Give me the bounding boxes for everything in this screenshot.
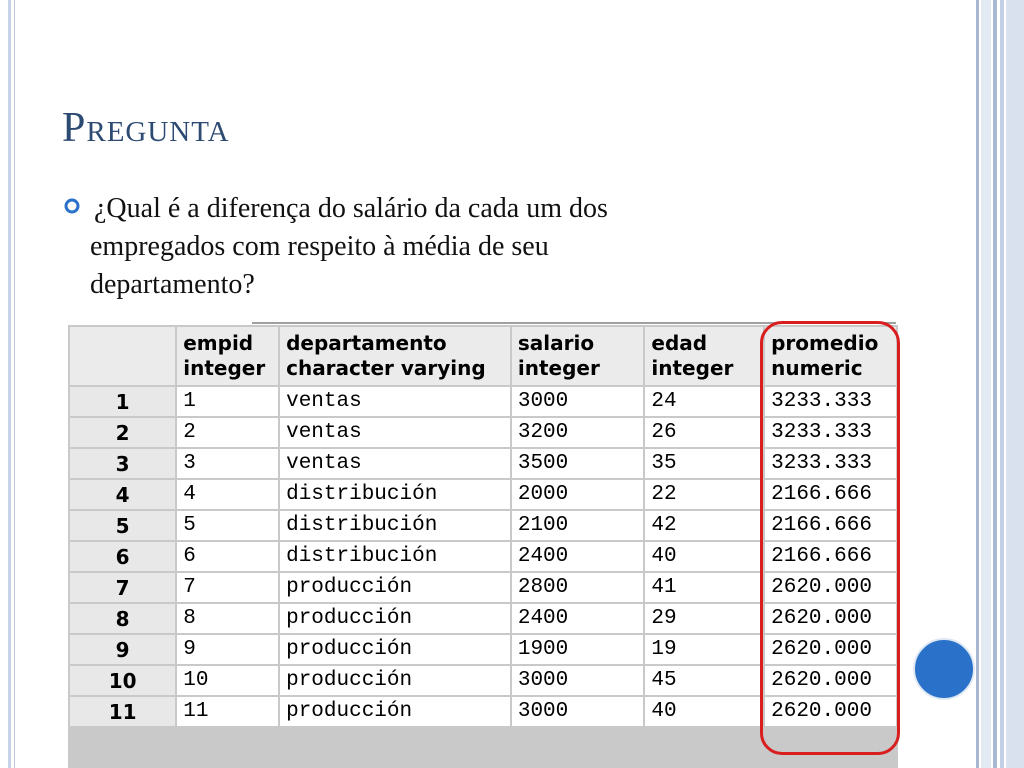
cell-empid[interactable]: 6 <box>176 541 279 572</box>
row-number[interactable]: 7 <box>69 572 176 603</box>
results-grid <box>68 325 898 768</box>
cell-edad[interactable]: 41 <box>644 572 764 603</box>
cell-salario[interactable]: 2400 <box>511 603 645 634</box>
row-number[interactable]: 4 <box>69 479 176 510</box>
table-row[interactable] <box>69 479 897 510</box>
cell-edad[interactable]: 45 <box>644 665 764 696</box>
cell-empid[interactable]: 3 <box>176 448 279 479</box>
cell-departamento[interactable]: producción <box>279 572 511 603</box>
results-table <box>68 325 898 728</box>
cell-salario[interactable]: 3500 <box>511 448 645 479</box>
cell-salario[interactable]: 2100 <box>511 510 645 541</box>
cell-empid[interactable]: 4 <box>176 479 279 510</box>
slide-title: Pregunta <box>62 105 230 151</box>
cell-empid[interactable]: 1 <box>176 386 279 417</box>
cell-promedio[interactable]: 2620.000 <box>764 665 897 696</box>
column-header-salario[interactable] <box>511 326 645 386</box>
column-name: departamento <box>286 331 447 355</box>
cell-promedio[interactable]: 3233.333 <box>764 417 897 448</box>
row-number[interactable]: 10 <box>69 665 176 696</box>
cell-departamento[interactable]: producción <box>279 603 511 634</box>
grid-top-border <box>252 322 896 324</box>
bullet-line: empregados com respeito à média de seu <box>90 231 549 262</box>
cell-empid[interactable]: 11 <box>176 696 279 727</box>
column-type: numeric <box>771 356 863 380</box>
cell-edad[interactable]: 35 <box>644 448 764 479</box>
cell-promedio[interactable]: 2620.000 <box>764 634 897 665</box>
bullet-text <box>90 190 852 304</box>
frame-bar <box>1006 0 1024 768</box>
frame-bar <box>993 0 997 768</box>
table-row[interactable] <box>69 634 897 665</box>
cell-promedio[interactable]: 2166.666 <box>764 541 897 572</box>
cell-promedio[interactable]: 2620.000 <box>764 603 897 634</box>
column-type: integer <box>651 356 734 380</box>
table-row[interactable] <box>69 665 897 696</box>
cell-departamento[interactable]: ventas <box>279 417 511 448</box>
bullet-item <box>62 190 852 304</box>
frame-bar <box>1000 0 1004 768</box>
column-name: edad <box>651 331 708 355</box>
table-row[interactable] <box>69 572 897 603</box>
column-type: integer <box>183 356 266 380</box>
frame-bar <box>981 0 991 768</box>
table-row[interactable] <box>69 417 897 448</box>
cell-salario[interactable]: 3200 <box>511 417 645 448</box>
cell-departamento[interactable]: distribución <box>279 510 511 541</box>
cell-salario[interactable]: 3000 <box>511 665 645 696</box>
cell-departamento[interactable]: producción <box>279 665 511 696</box>
cell-empid[interactable]: 5 <box>176 510 279 541</box>
cell-empid[interactable]: 2 <box>176 417 279 448</box>
cell-promedio[interactable]: 2166.666 <box>764 510 897 541</box>
table-row[interactable] <box>69 603 897 634</box>
column-header-empid[interactable] <box>176 326 279 386</box>
cell-edad[interactable]: 40 <box>644 696 764 727</box>
row-number[interactable]: 9 <box>69 634 176 665</box>
cell-departamento[interactable]: distribución <box>279 541 511 572</box>
cell-promedio[interactable]: 2620.000 <box>764 572 897 603</box>
bullet-line: ¿Qual é a diferença do salário da cada um dos <box>94 193 608 224</box>
table-row[interactable] <box>69 510 897 541</box>
corner-header[interactable] <box>69 326 176 386</box>
table-row[interactable] <box>69 386 897 417</box>
row-number[interactable]: 6 <box>69 541 176 572</box>
cell-salario[interactable]: 2400 <box>511 541 645 572</box>
cell-salario[interactable]: 3000 <box>511 386 645 417</box>
row-number[interactable]: 3 <box>69 448 176 479</box>
cell-salario[interactable]: 3000 <box>511 696 645 727</box>
cell-departamento[interactable]: producción <box>279 634 511 665</box>
row-number[interactable]: 2 <box>69 417 176 448</box>
row-number[interactable]: 5 <box>69 510 176 541</box>
cell-edad[interactable]: 19 <box>644 634 764 665</box>
cell-salario[interactable]: 2000 <box>511 479 645 510</box>
blue-circle-decoration <box>913 638 975 700</box>
column-header-departamento[interactable] <box>279 326 511 386</box>
cell-edad[interactable]: 29 <box>644 603 764 634</box>
column-name: salario <box>517 331 595 355</box>
column-name: empid <box>183 331 254 355</box>
cell-departamento[interactable]: ventas <box>279 448 511 479</box>
column-header-promedio[interactable] <box>764 326 897 386</box>
cell-empid[interactable]: 9 <box>176 634 279 665</box>
cell-empid[interactable]: 8 <box>176 603 279 634</box>
header-row <box>69 326 897 386</box>
cell-edad[interactable]: 26 <box>644 417 764 448</box>
cell-edad[interactable]: 40 <box>644 541 764 572</box>
table-row[interactable] <box>69 696 897 727</box>
cell-empid[interactable]: 7 <box>176 572 279 603</box>
right-frame-decoration <box>976 0 1024 768</box>
cell-edad[interactable]: 24 <box>644 386 764 417</box>
column-type: character varying <box>286 356 486 380</box>
row-number[interactable]: 8 <box>69 603 176 634</box>
cell-departamento[interactable]: producción <box>279 696 511 727</box>
bullet-line: departamento? <box>90 269 255 300</box>
frame-bar <box>976 0 979 768</box>
row-number[interactable]: 1 <box>69 386 176 417</box>
cell-salario[interactable]: 2800 <box>511 572 645 603</box>
cell-promedio[interactable]: 2620.000 <box>764 696 897 727</box>
cell-departamento[interactable]: distribución <box>279 479 511 510</box>
column-header-edad[interactable] <box>644 326 764 386</box>
cell-promedio[interactable]: 2166.666 <box>764 479 897 510</box>
table-row[interactable] <box>69 448 897 479</box>
column-type: integer <box>517 356 600 380</box>
left-frame-decoration <box>0 0 15 768</box>
cell-promedio[interactable]: 3233.333 <box>764 448 897 479</box>
cell-edad[interactable]: 22 <box>644 479 764 510</box>
cell-edad[interactable]: 42 <box>644 510 764 541</box>
cell-departamento[interactable]: ventas <box>279 386 511 417</box>
cell-empid[interactable]: 10 <box>176 665 279 696</box>
column-name: promedio <box>771 331 879 355</box>
bullet-dot-icon <box>64 198 80 214</box>
row-number[interactable]: 11 <box>69 696 176 727</box>
cell-promedio[interactable]: 3233.333 <box>764 386 897 417</box>
table-row[interactable] <box>69 541 897 572</box>
cell-salario[interactable]: 1900 <box>511 634 645 665</box>
